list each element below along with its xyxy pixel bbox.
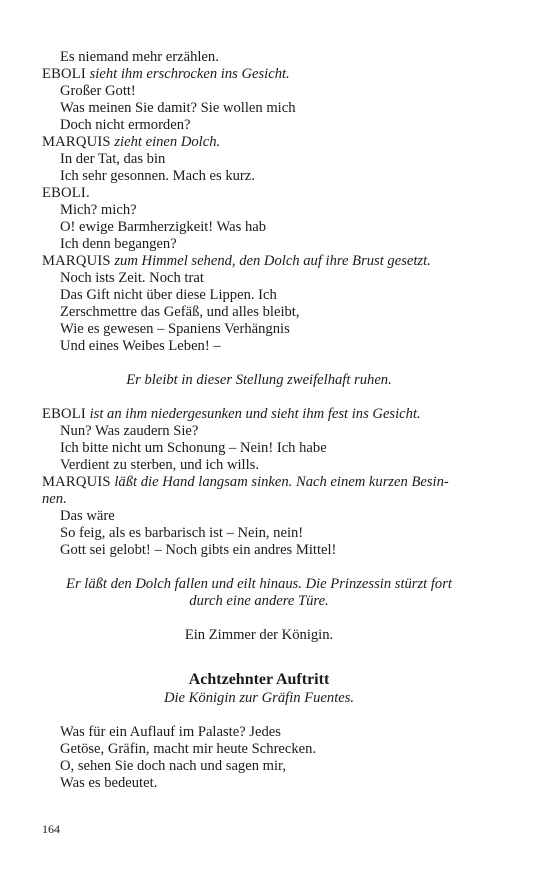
speaker-line xyxy=(42,474,476,491)
spacer xyxy=(42,610,476,627)
spacer xyxy=(42,707,476,724)
speaker-name: MARQUIS xyxy=(42,253,111,269)
spacer xyxy=(42,389,476,406)
speaker-line xyxy=(42,66,476,83)
stage-direction: sieht ihm erschrocken ins Gesicht. xyxy=(89,66,290,82)
stage-direction: ist an ihm niedergesunken und sieht ihm fest ins Gesicht. xyxy=(89,406,421,422)
speaker-name: EBOLI. xyxy=(42,185,90,201)
verse-line: Ich denn begangen? xyxy=(60,236,177,252)
verse-line: Nun? Was zaudern Sie? xyxy=(60,423,199,439)
stage-direction: zum Himmel sehend, den Dolch auf ihre Brust gesetzt. xyxy=(114,253,431,269)
verse-line: O! ewige Barmherzigkeit! Was hab xyxy=(60,219,267,235)
stage-direction: zieht einen Dolch. xyxy=(114,134,221,150)
stage-direction: läßt die Hand langsam sinken. Nach einem kurzen Besin- xyxy=(114,474,449,490)
speaker-line xyxy=(42,185,476,202)
verse-line: Das Gift nicht über diese Lippen. Ich xyxy=(60,287,277,303)
verse-line: Mich? mich? xyxy=(60,202,137,218)
verse-line: Und eines Weibes Leben! – xyxy=(60,338,221,354)
spacer xyxy=(42,644,476,661)
play-text xyxy=(42,49,476,792)
speaker-line xyxy=(42,134,476,151)
verse-line: Zerschmettre das Gefäß, und alles bleibt, xyxy=(60,304,300,320)
speaker-line xyxy=(42,406,476,423)
verse-line: Großer Gott! xyxy=(60,83,136,99)
scene-location: Ein Zimmer der Königin. xyxy=(184,627,334,643)
scene-heading: Achtzehnter Auftritt xyxy=(188,671,330,688)
verse-line: Was meinen Sie damit? Sie wollen mich xyxy=(60,100,296,116)
stage-direction-continued: nen. xyxy=(42,491,67,507)
verse-line: Noch ists Zeit. Noch trat xyxy=(60,270,204,286)
page-number: 164 xyxy=(42,822,60,836)
spacer xyxy=(42,661,476,670)
speaker-name: EBOLI xyxy=(42,406,86,422)
verse-line: Es niemand mehr erzählen. xyxy=(60,49,219,65)
stage-direction: Die Königin zur Gräfin Fuentes. xyxy=(163,690,355,706)
verse-line: Was es bedeutet. xyxy=(60,775,158,791)
verse-line: Getöse, Gräfin, macht mir heute Schrecken. xyxy=(60,741,317,757)
speaker-line xyxy=(42,253,476,270)
stage-direction: durch eine andere Türe. xyxy=(189,593,329,609)
verse-line: Wie es gewesen – Spaniens Verhängnis xyxy=(60,321,290,337)
speaker-name: EBOLI xyxy=(42,66,86,82)
verse-line: Gott sei gelobt! – Noch gibts ein andres Mittel! xyxy=(60,542,337,558)
verse-line: O, sehen Sie doch nach und sagen mir, xyxy=(60,758,286,774)
verse-line: Doch nicht ermorden? xyxy=(60,117,191,133)
speaker-name: MARQUIS xyxy=(42,474,111,490)
verse-line: Ich bitte nicht um Schonung – Nein! Ich habe xyxy=(60,440,327,456)
verse-line: Was für ein Auflauf im Palaste? Jedes xyxy=(60,724,281,740)
spacer xyxy=(42,559,476,576)
stage-direction: Er bleibt in dieser Stellung zweifelhaft ruhen. xyxy=(126,372,392,388)
verse-line: Verdient zu sterben, und ich wills. xyxy=(60,457,259,473)
speaker-name: MARQUIS xyxy=(42,134,111,150)
spacer xyxy=(42,355,476,372)
verse-line: Ich sehr gesonnen. Mach es kurz. xyxy=(60,168,255,184)
verse-line: So feig, als es barbarisch ist – Nein, nein! xyxy=(60,525,304,541)
verse-line: Das wäre xyxy=(60,508,115,524)
verse-line: In der Tat, das bin xyxy=(60,151,166,167)
stage-direction: Er läßt den Dolch fallen und eilt hinaus. Die Prinzessin stürzt fort xyxy=(66,576,452,592)
